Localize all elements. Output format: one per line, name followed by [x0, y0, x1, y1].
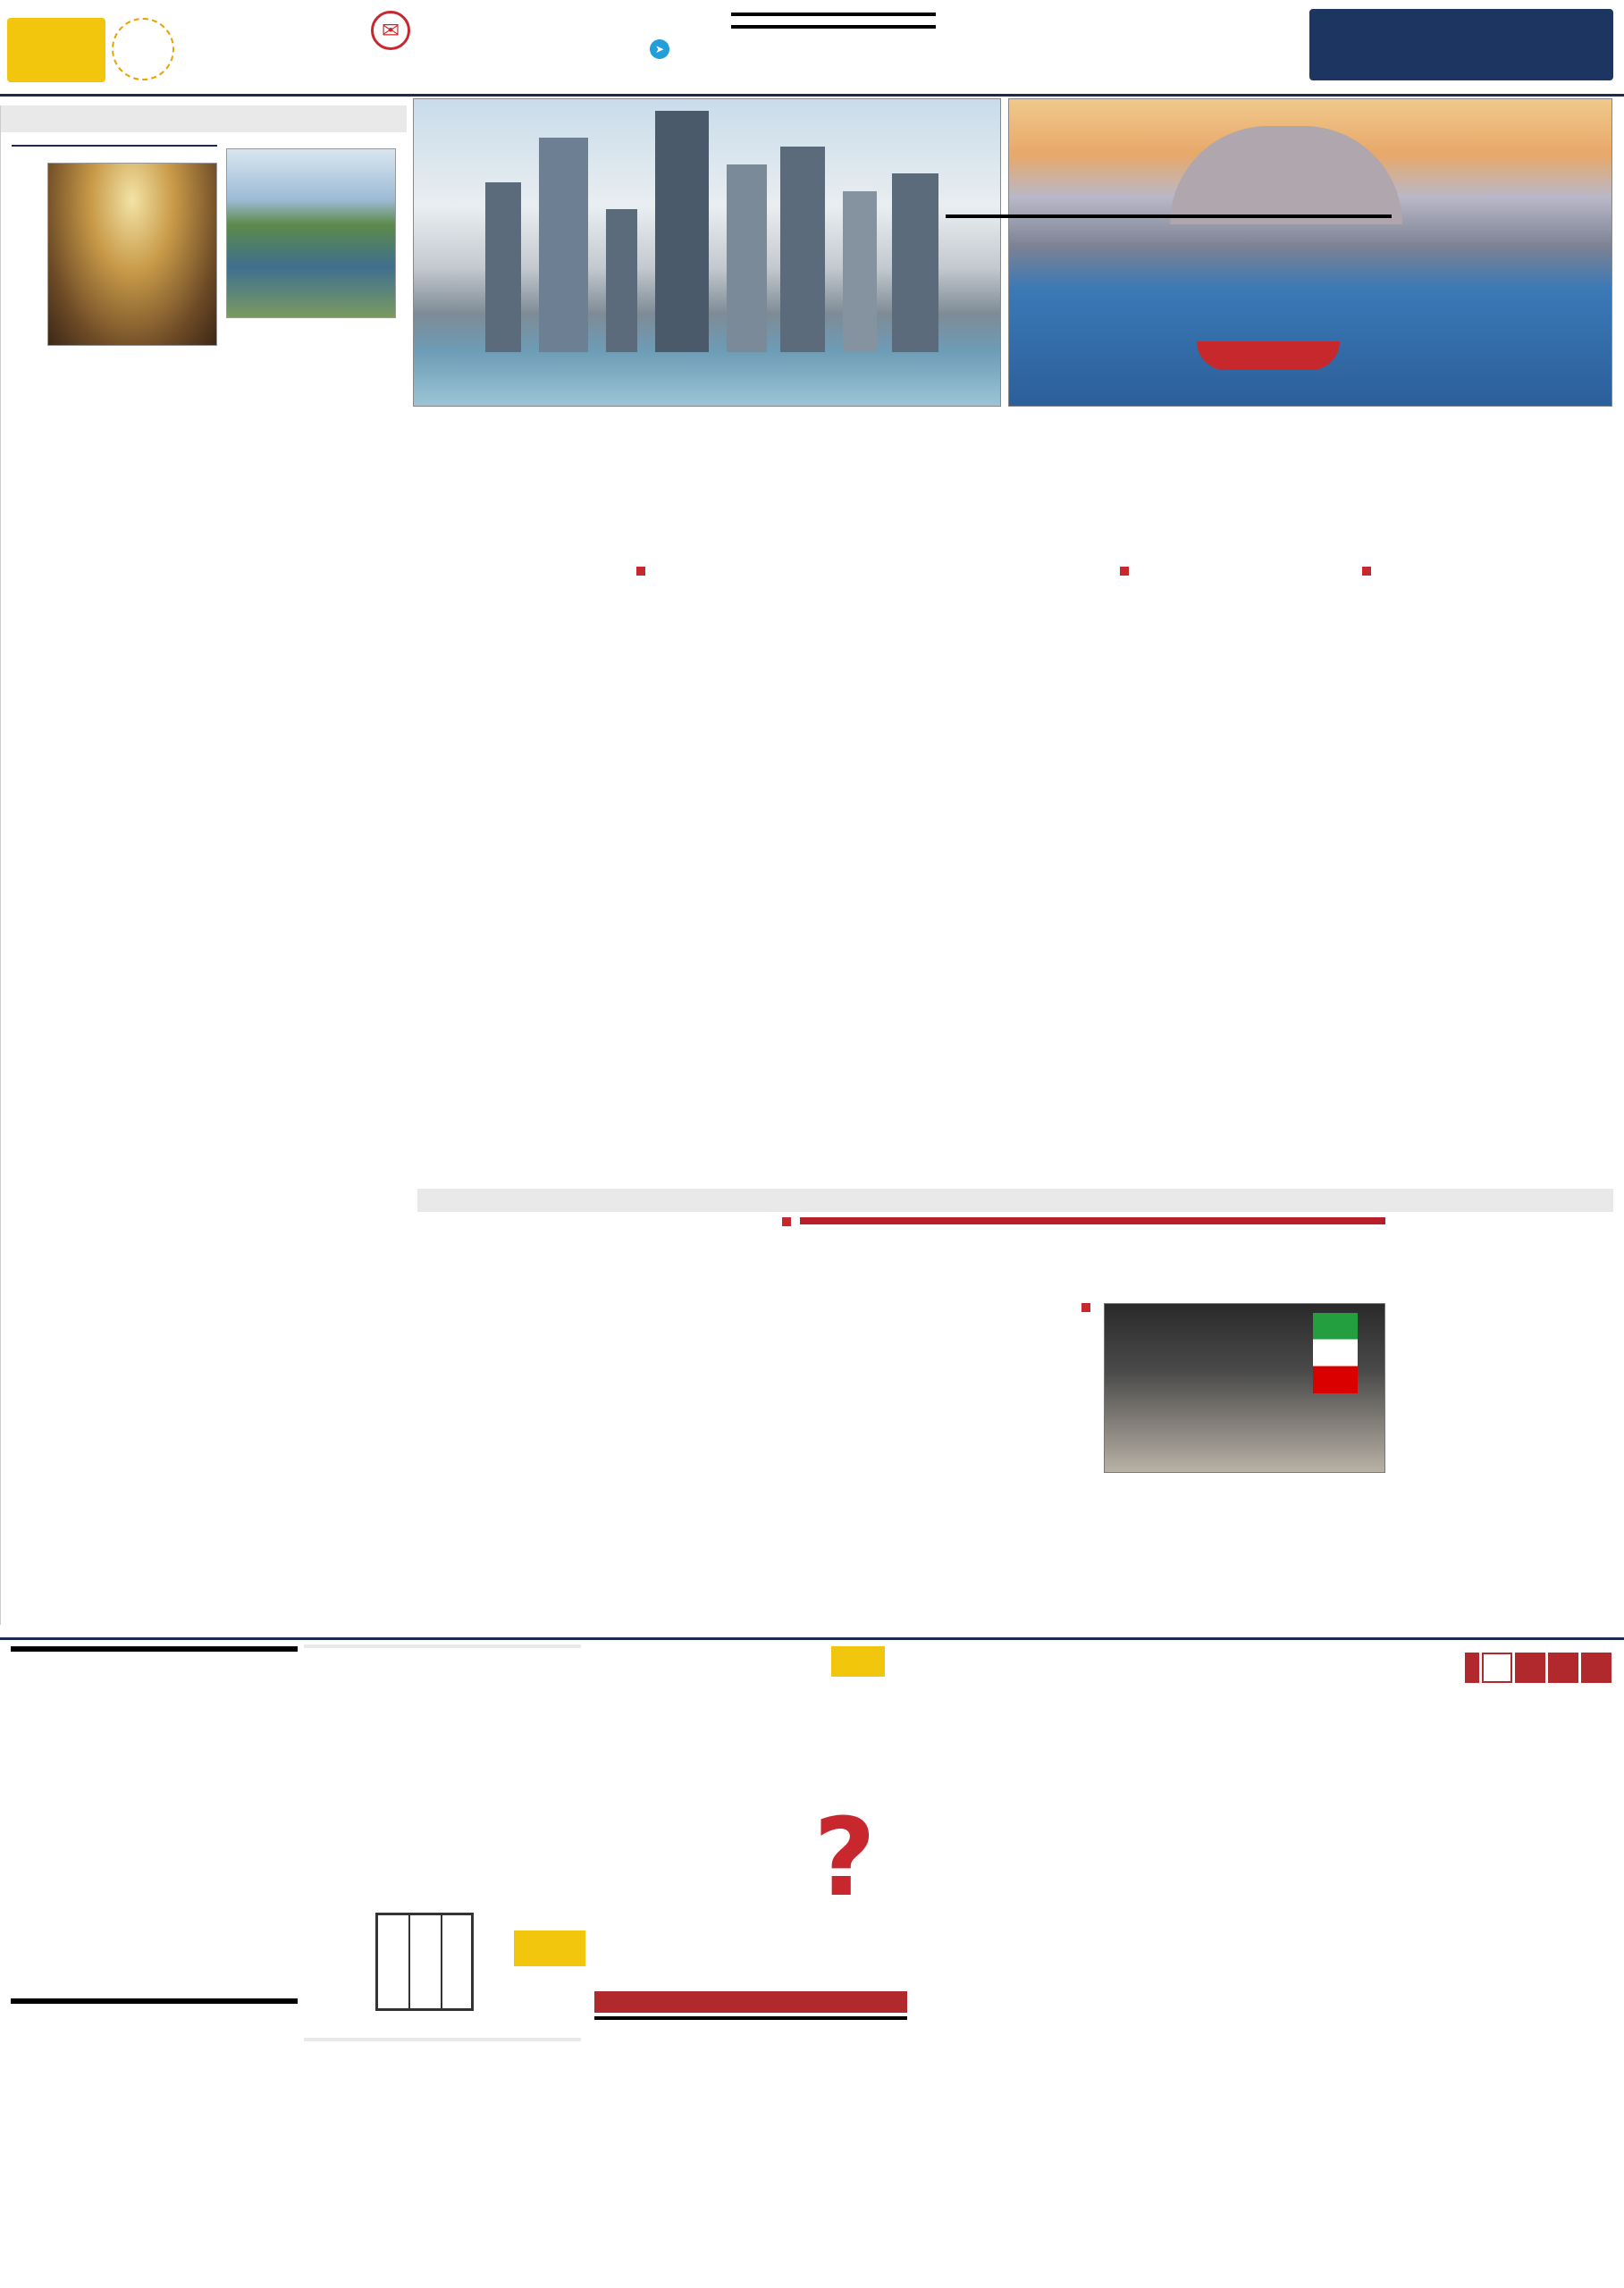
article-column-4: [660, 561, 888, 1178]
doha-skyline-photo: [413, 98, 1001, 407]
report-text: [800, 1303, 1090, 1312]
square-bullet-icon: [636, 567, 645, 576]
easy-sudoku-grid: [11, 1646, 298, 1652]
mosque-shape: [1170, 126, 1402, 224]
report-right-column: [1394, 1217, 1613, 1619]
square-bullet-icon: [1081, 1303, 1090, 1312]
rubik-cube-icon: [375, 1913, 474, 2011]
article-column-1: [1385, 561, 1613, 1178]
easy-tag: [304, 1644, 581, 1648]
newspaper-logo[interactable]: [1309, 9, 1613, 80]
tower: [727, 164, 767, 352]
crossword-cells: [946, 214, 1392, 218]
article-columns: [417, 561, 1613, 1178]
hard-tag: [304, 2038, 581, 2041]
tower: [606, 209, 637, 352]
tower: [892, 173, 938, 352]
telegram-link[interactable]: [650, 39, 918, 59]
badge-letter: [1581, 1653, 1611, 1683]
sidebar-title: [1, 105, 407, 132]
tower: [539, 138, 588, 352]
badge-letter: [1548, 1653, 1578, 1683]
sudoku-number-badge: [514, 1930, 585, 1966]
subheading: [800, 1303, 1090, 1312]
subheading: [417, 1217, 791, 1226]
hard-sudoku-grid: [11, 1998, 298, 2004]
hard-sudoku-solution: [731, 25, 936, 29]
report-left-column: [417, 1217, 791, 1619]
badge-letter: [1482, 1653, 1512, 1683]
masks-icon: [112, 18, 174, 80]
crossword-badge: [1465, 1653, 1611, 1683]
hard-sudoku-info: [304, 2038, 581, 2054]
easy-sudoku-solution: [731, 13, 936, 16]
article-column-3: [902, 561, 1130, 1178]
tower: [780, 147, 825, 352]
badge-letter: [1515, 1653, 1545, 1683]
question-mark-icon: ?: [813, 1796, 876, 1921]
news-sidebar: [0, 105, 407, 1625]
meeting-photo: [1104, 1303, 1385, 1473]
tower: [655, 111, 709, 352]
divider: [12, 145, 217, 147]
small-badge: [831, 1646, 885, 1677]
answer-label: [594, 1991, 907, 2013]
telegram-icon: ➤: [650, 39, 669, 59]
article-column-5: [417, 561, 645, 1178]
square-bullet-icon: [782, 1217, 791, 1226]
spring-lake-photo: [226, 148, 396, 318]
answer-cells: [594, 2016, 907, 2020]
report-overline: [800, 1217, 1385, 1224]
page-number: [7, 18, 105, 82]
tower: [843, 191, 877, 352]
tower: [485, 182, 521, 352]
answer-grid: [594, 2016, 907, 2020]
iran-flag-icon: [1313, 1313, 1358, 1393]
puzzle-section: [0, 1637, 1624, 2288]
golestan-hall-photo: [47, 163, 217, 346]
subheading: [417, 567, 645, 576]
crossword-grid: [949, 214, 1392, 644]
crossword-number: [1465, 1653, 1479, 1683]
mail-icon: ✉: [371, 11, 410, 50]
easy-sudoku-info: [304, 1644, 581, 1661]
article-column-2: [1143, 561, 1371, 1178]
telegram-promo: [650, 36, 918, 59]
report-section-bar: [417, 1189, 1613, 1212]
report-main: [800, 1217, 1385, 1619]
small-sudoku-solutions: [728, 13, 936, 29]
